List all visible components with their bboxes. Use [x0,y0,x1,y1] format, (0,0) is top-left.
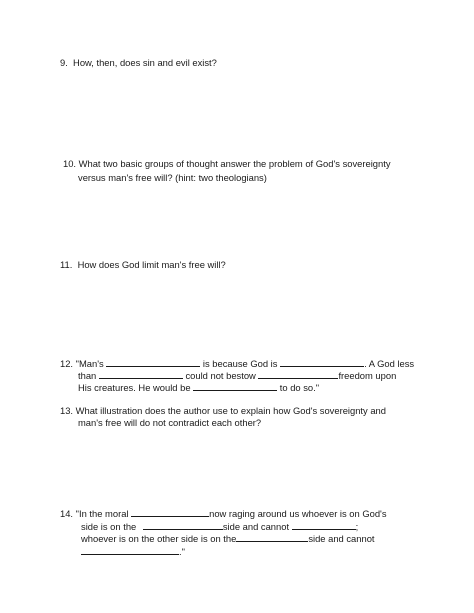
answer-blank[interactable] [280,357,364,367]
question-text: What two basic groups of thought answer the problem of God's sovereignty [78,158,391,169]
question-11-text [60,259,226,271]
question-number: 14. [60,508,74,519]
question-text: How, then, does sin and evil exist? [73,57,217,68]
question-14-line-3 [81,532,375,545]
question-text: is because God is [202,358,278,369]
question-text: to do so." [279,382,320,393]
question-text: than [78,370,97,381]
question-text: freedom upon [338,370,397,381]
question-number: 13. [60,405,74,416]
answer-blank[interactable] [143,520,223,530]
question-number: 9. [60,57,68,68]
question-text: What illustration does the author use to explain how God's sovereignty and [75,405,386,416]
answer-blank[interactable] [236,532,308,542]
question-number: 10. [63,158,77,169]
question-text: now raging around us whoever is on God's [209,508,387,519]
question-text: could not bestow [185,370,256,381]
question-text: side and cannot [222,521,290,532]
question-text: versus man's free will? (hint: two theologians) [78,172,267,183]
question-12-line-3 [78,381,319,394]
question-10-line-1 [63,158,391,170]
question-text: How does God limit man's free will? [77,259,226,270]
question-text: ; [355,521,359,532]
question-number: 12. [60,358,74,369]
answer-blank[interactable] [258,369,338,379]
question-text: whoever is on the other side is on the [81,533,237,544]
question-10-line-2 [78,172,267,184]
question-text: . A God less [364,358,415,369]
answer-blank[interactable] [193,381,277,391]
question-text: "Man's [75,358,104,369]
question-14-line-1 [60,507,387,520]
answer-blank[interactable] [106,357,200,367]
question-14-line-4 [81,545,185,558]
question-number: 11. [60,259,73,270]
question-text: side and cannot [308,533,375,544]
question-text: ." [179,546,185,557]
question-text: side is on the [81,521,137,532]
answer-blank[interactable] [131,507,209,517]
answer-blank[interactable] [292,520,356,530]
question-text: man's free will do not contradict each other? [78,417,262,428]
question-13-line-2 [78,417,261,429]
question-9-text [60,57,217,69]
question-13-line-1 [60,405,386,417]
question-text: His creatures. He would be [78,382,191,393]
question-text: "In the moral [75,508,129,519]
answer-blank[interactable] [81,545,179,555]
answer-blank[interactable] [99,369,183,379]
